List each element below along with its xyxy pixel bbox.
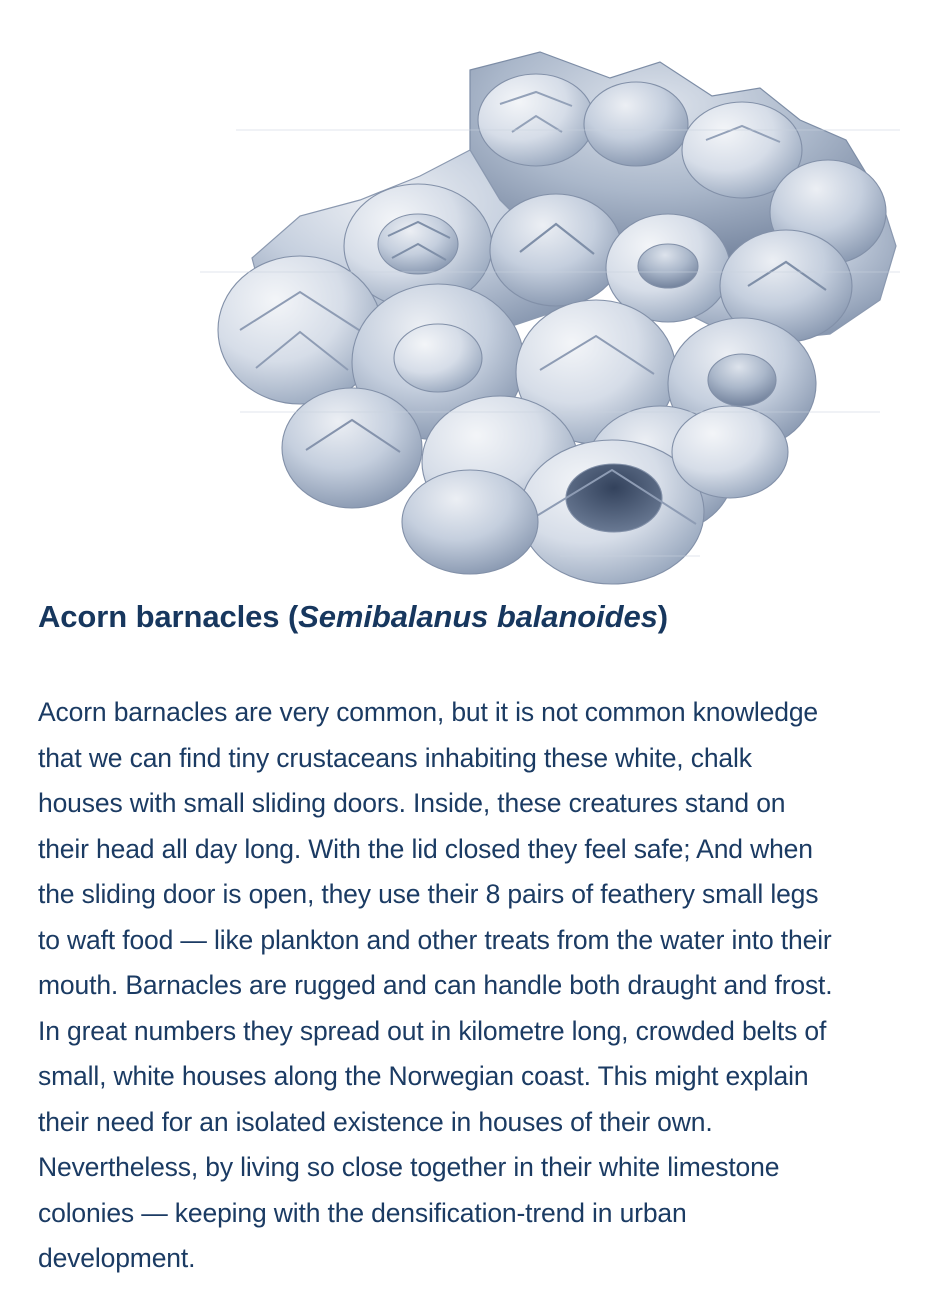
body-paragraph: Acorn barnacles are very common, but it is not common knowledge that we can find tiny crustaceans inhabiting these white, chalk houses with small sliding doors. Inside, these creatures stand on their head all day long. With the lid closed they feel safe; And when the sliding door is open, they use their 8 pairs of feathery small legs to waft food — like plankton and other treats from the water into their mouth. Barnacles are rugged and can handle both draught and frost. In great numbers they spread out in kilometre long, crowded belts of small, white houses along the Norwegian coast. This might explain their need for an isolated existence in houses of their own. Nevertheless, by living so close together in their white limestone colonies — keeping with the densification-trend in urban development.	[38, 697, 833, 1273]
caption-closing-paren: )	[657, 599, 668, 634]
caption-common-name: Acorn barnacles (	[38, 599, 299, 634]
body-text	[38, 690, 838, 1282]
figure-caption	[38, 598, 888, 636]
barnacle-illustration	[0, 0, 926, 600]
caption-scientific-name: Semibalanus balanoides	[298, 599, 658, 634]
